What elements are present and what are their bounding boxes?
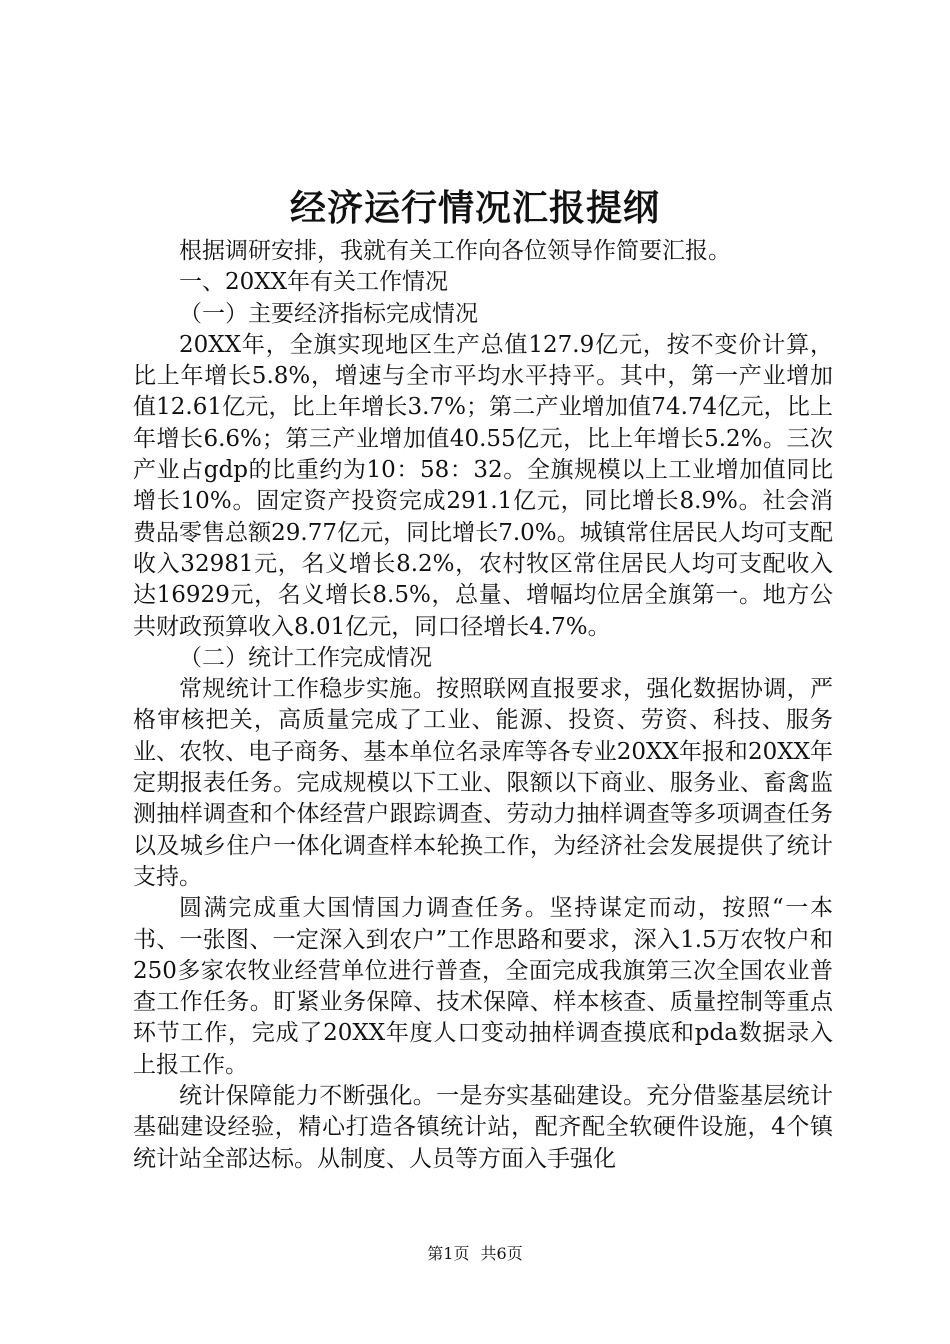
document-body bbox=[133, 236, 833, 1175]
page-number: 第1页 bbox=[427, 1244, 470, 1263]
paragraph-census: 圆满完成重大国情国力调查任务。坚持谋定而动，按照“一本书、一张图、一定深入到农户”工作思路和要求，深入1.5万农牧户和250多家农牧业经营单位进行普查，全面完成我旗第三次全国农业普查工作任务。盯紧业务保障、技术保障、样本核查、质量控制等重点环节工作，完成了20XX年度人口变动抽样调查摸底和pda数据录入上报工作。 bbox=[133, 895, 833, 1078]
page-footer bbox=[0, 1242, 950, 1266]
paragraph-indicators: 20XX年，全旗实现地区生产总值127.9亿元，按不变价计算，比上年增长5.8%，增速与全市平均水平持平。其中，第一产业增加值12.61亿元，比上年增长3.7%；第二产业增加值74.74亿元，比上年增长6.6%；第三产业增加值40.55亿元，比上年增长5.2%。三次产业占gdp的比重约为10：58：32。全旗规模以上工业增加值同比增长10%。固定资产投资完成291.1亿元，同比增长8.9%。社会消费品零售总额29.77亿元，同比增长7.0%。城镇常住居民人均可支配收入32981元，名义增长8.2%，农村牧区常住居民人均可支配收入达16929元，名义增长8.5%，总量、增幅均位居全旗第一。地方公共财政预算收入8.01亿元，同口径增长4.7%。 bbox=[133, 331, 833, 640]
subsection-heading-2: （二）统计工作完成情况 bbox=[179, 644, 432, 671]
paragraph-routine-stats: 常规统计工作稳步实施。按照联网直报要求，强化数据协调，严格审核把关，高质量完成了工业、能源、投资、劳资、科技、服务业、农牧、电子商务、基本单位名录库等各专业20XX年报和20XX年定期报表任务。完成规模以下工业、限额以下商业、服务业、畜禽监测抽样调查和个体经营户跟踪调查、劳动力抽样调查等多项调查任务以及城乡住户一体化调查样本轮换工作，为经济社会发展提供了统计支持。 bbox=[133, 676, 833, 890]
document-title: 经济运行情况汇报提纲 bbox=[289, 187, 660, 229]
section-heading-1: 一、20XX年有关工作情况 bbox=[179, 269, 449, 296]
subsection-heading-1: （一）主要经济指标完成情况 bbox=[179, 300, 478, 327]
paragraph-capacity: 统计保障能力不断强化。一是夯实基础建设。充分借鉴基层统计基础建设经验，精心打造各镇统计站，配齐配全软硬件设施，4个镇统计站全部达标。从制度、人员等方面入手强化 bbox=[133, 1083, 833, 1172]
paragraph-intro: 根据调研安排，我就有关工作向各位领导作简要汇报。 bbox=[179, 238, 731, 264]
page-total: 共6页 bbox=[480, 1244, 523, 1263]
